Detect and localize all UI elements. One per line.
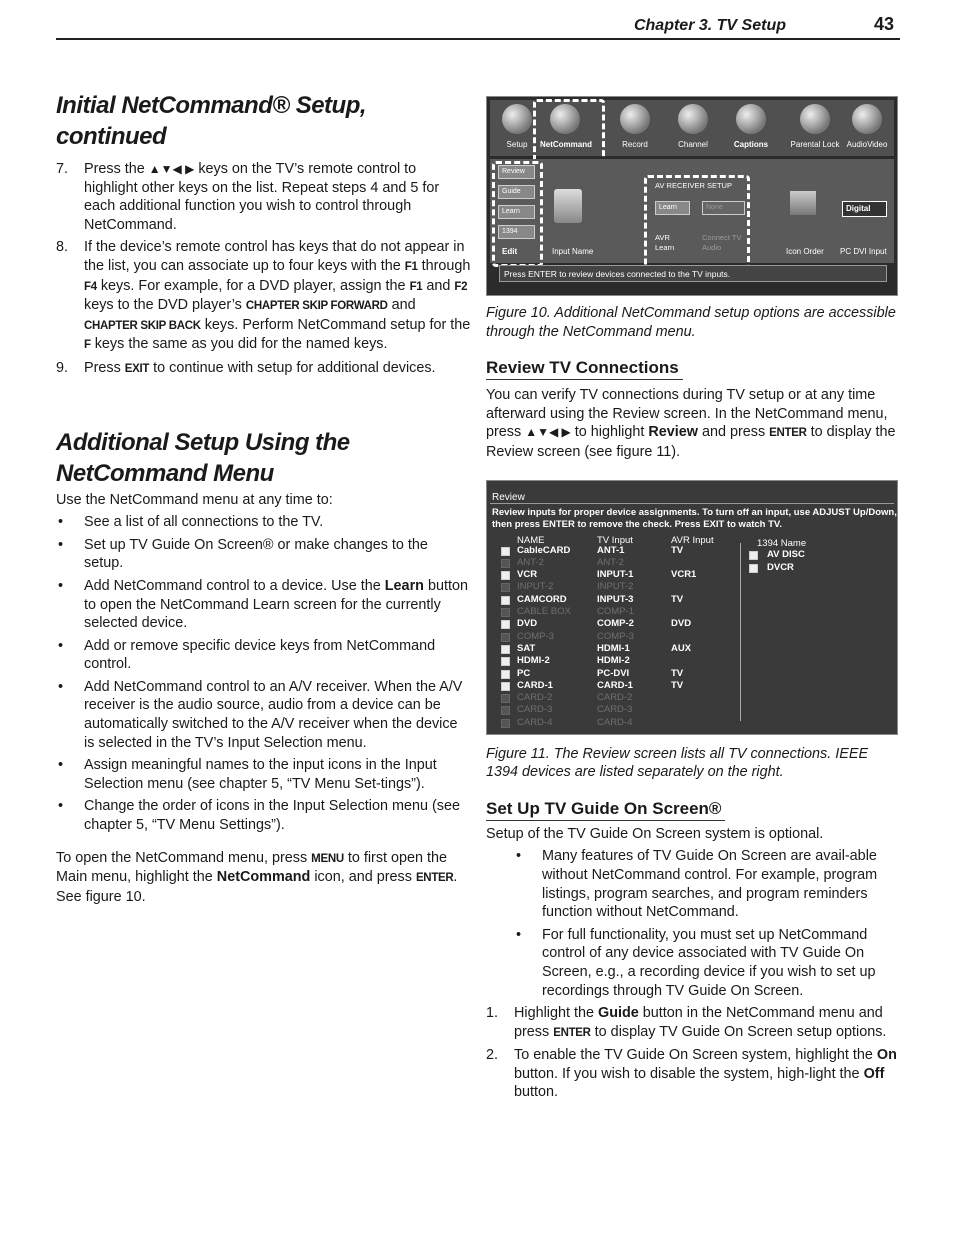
checked-checkbox-icon[interactable] — [501, 620, 510, 629]
input-name: CAMCORD — [517, 593, 567, 605]
figure-10-netcommand-menu — [486, 96, 898, 296]
avr-input: DVD — [671, 618, 692, 630]
unchecked-checkbox-icon[interactable] — [501, 583, 510, 592]
input-name: COMP-3 — [517, 630, 554, 642]
bullet-item — [56, 637, 471, 674]
tv-guide-intro: Setup of the TV Guide On Screen system is optional. — [486, 825, 824, 842]
checked-checkbox-icon[interactable] — [501, 547, 510, 556]
tv-input: COMP-1 — [597, 606, 634, 618]
bullet-item — [56, 536, 471, 573]
pc-icon — [790, 191, 816, 215]
tv-input: PC-DVI — [597, 667, 630, 679]
checked-checkbox-icon[interactable] — [749, 564, 758, 573]
section-title-additional-setup: Additional Setup Using the NetCommand Menu — [56, 428, 350, 487]
review-instructions: Review inputs for proper device assignments. To turn off an input, use ADJUST Up/Down, then press ENTER to remove the check. Press EXIT to watch TV. — [492, 506, 897, 530]
text-run: to display the Review screen (see figure 11). — [486, 424, 896, 460]
remote-key-label: ENTER — [769, 427, 807, 440]
text-run: keys on the TV’s remote control to highlight other keys on the list. Repeat steps 4 and 5 for each additional function you wish to control through NetCommand. — [84, 161, 440, 233]
bullet-item — [56, 577, 471, 633]
input-row[interactable] — [501, 631, 731, 643]
unchecked-checkbox-icon[interactable] — [501, 694, 510, 703]
audiovideo-icon — [852, 104, 882, 134]
input-name: CARD-2 — [517, 692, 553, 704]
input-name: SAT — [517, 642, 536, 654]
arrow-keys-icon: ▲▼◀ ▶ — [148, 162, 195, 176]
input-name: CARD-1 — [517, 679, 553, 691]
captions-icon — [736, 104, 766, 134]
figure-11-caption: Figure 11. The Review screen lists all TV connections. IEEE 1394 devices are listed separately on the right. — [486, 745, 869, 781]
text-run: Press — [84, 359, 125, 376]
menu-icon-label: NetCommand — [540, 140, 593, 149]
text-run: keys to the DVD player’s — [84, 297, 246, 314]
col-header-tv-input: TV Input — [597, 534, 633, 546]
text-run: button in the NetCommand menu and press — [514, 1005, 883, 1040]
menu-icon-parental-lock[interactable] — [790, 104, 840, 156]
checked-checkbox-icon[interactable] — [749, 551, 758, 560]
input-name: CARD-3 — [517, 704, 553, 716]
text-run: . See figure 10. — [56, 869, 458, 905]
step-number: 9. — [56, 359, 69, 376]
bullet-icon: • — [58, 577, 64, 594]
title-divider — [490, 503, 894, 504]
input-row[interactable] — [501, 557, 731, 569]
remote-key-label: CHAPTER SKIP FORWARD — [245, 300, 388, 313]
input-row[interactable] — [501, 545, 731, 557]
text-run: to continue with setup for additional devices. — [149, 359, 436, 376]
bullet-item — [56, 797, 471, 834]
arrow-keys-icon: ▲▼◀ ▶ — [525, 425, 571, 440]
unchecked-checkbox-icon[interactable] — [501, 633, 510, 642]
avr-input: TV — [671, 679, 684, 691]
remote-key-label: EXIT — [124, 362, 150, 375]
menu-icon-channel[interactable] — [668, 104, 718, 156]
remote-key-label: ENTER — [553, 1026, 591, 1039]
input-name: DVD — [517, 618, 538, 630]
text-run: through — [417, 257, 471, 274]
input-row[interactable] — [501, 668, 731, 680]
device-1394-row[interactable] — [749, 549, 869, 561]
text-run: Press the — [84, 161, 149, 177]
text-run: button to open the NetCommand Learn screen for the currently selected device. — [84, 577, 468, 632]
checked-checkbox-icon[interactable] — [501, 596, 510, 605]
menu-icon-label: Channel — [678, 140, 708, 149]
remote-key-label: ENTER — [415, 872, 454, 885]
icon-order-label: Icon Order — [786, 247, 824, 256]
step-item — [56, 359, 471, 379]
avr-input: AUX — [671, 642, 692, 654]
avr-learn-label: AVR Learn — [655, 233, 675, 252]
remote-key-label: MENU — [311, 852, 344, 865]
bullet-icon: • — [58, 798, 64, 815]
tv-guide-steps — [486, 1004, 898, 1102]
remote-key-label: F1 — [404, 260, 418, 273]
bullet-item — [56, 513, 471, 532]
review-screen-title: Review — [492, 491, 525, 503]
menu-icon-label: Captions — [733, 140, 769, 149]
input-row[interactable] — [501, 618, 731, 630]
unchecked-checkbox-icon[interactable] — [501, 719, 510, 728]
avr-input: TV — [671, 667, 684, 679]
input-name: PC — [517, 667, 531, 679]
menu-button-1394[interactable]: 1394 — [498, 225, 535, 239]
bullet-icon: • — [516, 926, 522, 943]
input-row[interactable] — [501, 594, 731, 606]
page-number: 43 — [873, 14, 894, 34]
device-name: DVCR — [767, 561, 794, 573]
text-run: button. If you wish to disable the system, high-light the — [514, 1065, 864, 1082]
menu-button-learn[interactable]: Learn — [498, 205, 535, 219]
input-name: ANT-2 — [517, 556, 544, 568]
status-bar: Press ENTER to review devices connected to the TV inputs. — [499, 265, 887, 282]
bold-term: NetCommand — [216, 869, 311, 886]
text-run: icon, and press — [310, 869, 416, 886]
checked-checkbox-icon[interactable] — [501, 657, 510, 666]
setup-steps — [56, 160, 471, 379]
menu-icon-label: Parental Lock — [790, 140, 840, 149]
edit-label: Edit — [502, 247, 518, 256]
checked-checkbox-icon[interactable] — [501, 670, 510, 679]
checked-checkbox-icon[interactable] — [501, 571, 510, 580]
bullet-icon: • — [58, 536, 64, 553]
channel-icon — [678, 104, 708, 134]
remote-key-label: CHAPTER SKIP BACK — [84, 319, 201, 332]
bullet-item — [56, 678, 471, 752]
col-header-avr-input: AVR Input — [671, 534, 714, 546]
menu-icon-label: Record — [622, 140, 648, 149]
bold-term: Guide — [598, 1005, 639, 1022]
input-name: HDMI-2 — [517, 655, 550, 667]
tv-guide-bullets — [486, 847, 898, 1000]
tv-input: COMP-3 — [597, 630, 634, 642]
text-run: and — [422, 277, 455, 294]
menu-icon-record[interactable] — [610, 104, 660, 156]
text-run: Assign meaningful names to the input icons in the Input Selection menu (see chapter 5, “TV Menu Set-tings”). — [84, 757, 437, 792]
bullet-item — [486, 847, 898, 921]
text-run: to highlight — [570, 424, 649, 441]
tv-input: CARD-4 — [597, 716, 633, 728]
menu-icon-audiovideo[interactable] — [842, 104, 892, 156]
bullet-icon: • — [58, 637, 64, 654]
intro-text: Use the NetCommand menu at any time to: — [56, 491, 333, 508]
input-name: CARD-4 — [517, 716, 553, 728]
text-run: If the device’s remote control has keys that do not appear in the list, you can associate up to four keys with the — [84, 239, 465, 274]
input-row[interactable] — [501, 704, 731, 716]
remote-key-label: F2 — [454, 280, 468, 293]
text-run: keys. Perform NetCommand setup for the — [200, 316, 471, 333]
col-header-1394-name: 1394 Name — [757, 537, 807, 549]
pc-dvi-input-label: PC DVI Input — [840, 247, 887, 256]
step-item — [56, 238, 471, 355]
input-row[interactable] — [501, 692, 731, 704]
text-run: To open the NetCommand menu, press — [56, 849, 312, 866]
text-run: See a list of all connections to the TV. — [84, 514, 324, 531]
tv-input: CARD-1 — [597, 679, 633, 691]
remote-key-label: F — [84, 339, 91, 352]
parental-lock-icon — [800, 104, 830, 134]
input-row[interactable] — [501, 717, 731, 729]
figure-10-caption: Figure 10. Additional NetCommand setup options are accessible through the NetCommand menu. — [486, 305, 896, 340]
remote-key-label: F1 — [409, 280, 423, 293]
input-name: CableCARD — [517, 544, 571, 556]
menu-icon-label: Setup — [506, 140, 528, 149]
device-icon — [554, 189, 582, 223]
right-column — [486, 96, 898, 1106]
tv-input: CARD-3 — [597, 704, 633, 716]
text-run: You can verify TV connections during TV setup or at any time afterward using the Review screen. In the NetCommand menu, press — [486, 387, 888, 441]
text-run: and — [387, 297, 416, 314]
avr-input: TV — [671, 593, 684, 605]
remote-key-label: F4 — [84, 280, 97, 293]
text-run: Highlight the — [514, 1005, 598, 1022]
closing-paragraph — [56, 849, 471, 907]
unchecked-checkbox-icon[interactable] — [501, 608, 510, 617]
bold-term: Learn — [384, 577, 424, 594]
device-name: AV DISC — [767, 548, 805, 560]
checked-checkbox-icon[interactable] — [501, 682, 510, 691]
tv-guide-heading: Set Up TV Guide On Screen® — [486, 798, 725, 821]
text-run: button. — [514, 1084, 559, 1101]
review-text — [486, 386, 898, 461]
digital-button[interactable]: Digital — [842, 201, 887, 217]
step-item — [56, 160, 471, 234]
setup-icon — [502, 104, 532, 134]
column-divider — [740, 543, 741, 721]
record-icon — [620, 104, 650, 134]
tv-input: INPUT-1 — [597, 569, 634, 581]
tv-input: HDMI-2 — [597, 655, 630, 667]
bold-term: Review — [648, 424, 698, 441]
tv-input: ANT-1 — [597, 544, 625, 556]
bullet-text: For full functionality, you must set up NetCommand control of any device associated with TV Guide On Screen, e.g., a recording device if you wish to set up recordings through TV Guide On Screen. — [542, 926, 876, 999]
step-number: 8. — [56, 239, 69, 256]
text-run: Add NetCommand control to a device. Use the — [84, 577, 385, 594]
menu-button-guide[interactable]: Guide — [498, 185, 535, 199]
menu-button-review[interactable]: Review — [498, 165, 535, 179]
highlight-netcommand — [533, 99, 605, 163]
menu-icon-label: AudioVideo — [846, 140, 888, 149]
device-1394-row[interactable] — [749, 562, 869, 574]
tv-input: CARD-2 — [597, 692, 633, 704]
text-run: keys. For example, for a DVD player, assign the — [96, 277, 410, 294]
tv-input: INPUT-2 — [597, 581, 634, 593]
bullet-item — [486, 926, 898, 1000]
feature-bullets — [56, 513, 471, 835]
checked-checkbox-icon[interactable] — [501, 645, 510, 654]
text-run: to display TV Guide On Screen setup options. — [590, 1023, 887, 1040]
unchecked-checkbox-icon[interactable] — [501, 706, 510, 715]
none-field[interactable]: None — [702, 201, 745, 215]
input-row[interactable] — [501, 655, 731, 667]
text-run: Set up TV Guide On Screen® or make changes to the setup. — [84, 536, 428, 572]
figure-11-review-screen — [486, 480, 898, 735]
tv-input: COMP-2 — [597, 618, 634, 630]
step-number: 1. — [486, 1005, 499, 1022]
text-run: keys the same as you did for the named keys. — [90, 336, 388, 353]
input-row[interactable] — [501, 643, 731, 655]
step-number: 2. — [486, 1047, 499, 1064]
input-row[interactable] — [501, 680, 731, 692]
bullet-icon: • — [58, 678, 64, 695]
left-column — [56, 90, 471, 906]
bullet-icon: • — [58, 757, 64, 774]
tv-input: ANT-2 — [597, 556, 624, 568]
bullet-item — [56, 756, 471, 793]
learn-button[interactable]: Learn — [655, 201, 690, 215]
bullet-icon: • — [516, 848, 522, 865]
bullet-icon: • — [58, 514, 64, 531]
avr-input: TV — [671, 544, 684, 556]
input-name: INPUT-2 — [517, 581, 554, 593]
text-run: to first open the Main menu, highlight the — [56, 849, 448, 886]
avr-setup-label: AV RECEIVER SETUP — [655, 181, 732, 190]
text-run: Change the order of icons in the Input Selection menu (see chapter 5, “TV Menu Settings”). — [84, 798, 460, 834]
step-item — [486, 1046, 898, 1102]
input-row[interactable] — [501, 569, 731, 581]
tv-input: HDMI-1 — [597, 642, 630, 654]
chapter-title: Chapter 3. TV Setup — [633, 17, 786, 34]
text-run: To enable the TV Guide On Screen system, highlight the — [514, 1047, 877, 1064]
step-number: 7. — [56, 161, 69, 177]
bold-term: Off — [863, 1065, 885, 1082]
unchecked-checkbox-icon[interactable] — [501, 559, 510, 568]
tv-input: INPUT-3 — [597, 593, 634, 605]
page-header — [56, 14, 900, 40]
text-run: Add or remove specific device keys from NetCommand control. — [84, 637, 436, 673]
input-name: CABLE BOX — [517, 606, 571, 618]
menu-icon-captions[interactable] — [726, 104, 776, 156]
text-run: Add NetCommand control to an A/V receiver. When the A/V receiver is the audio source, audio from a device can be automatically switched to the A/V receiver when the device is selected in the TV’s Input Selection menu. — [84, 678, 463, 751]
input-name: VCR — [517, 569, 538, 581]
bold-term: On — [876, 1047, 897, 1064]
input-name-label: Input Name — [552, 247, 594, 256]
highlight-menu-buttons — [492, 161, 543, 267]
bullet-text: Many features of TV Guide On Screen are avail-able without NetCommand control. For example, program listings, program searches, and program reminders function without NetCommand. — [542, 848, 878, 921]
section-title-initial-setup: Initial NetCommand® Setup, continued — [56, 92, 367, 150]
connect-tv-audio-label: Connect TV Audio — [702, 233, 742, 252]
col-header-name: NAME — [517, 534, 545, 546]
input-row[interactable] — [501, 606, 731, 618]
step-item — [486, 1004, 898, 1042]
review-connections-heading: Review TV Connections — [486, 357, 683, 380]
text-run: and press — [697, 424, 770, 441]
avr-input: VCR1 — [671, 569, 697, 581]
highlight-avr-setup — [644, 175, 750, 269]
input-row[interactable] — [501, 581, 731, 593]
